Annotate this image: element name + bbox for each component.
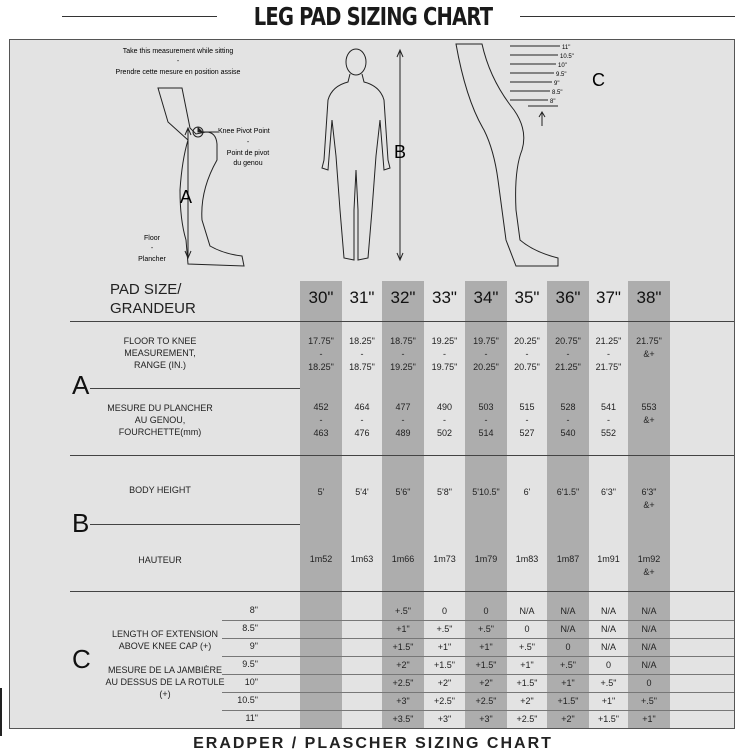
- letter-a-illustration: A: [180, 187, 193, 207]
- extension-value-38: +.5": [641, 696, 657, 706]
- body-height-m-33: 1m73: [433, 554, 456, 564]
- extension-value-38: N/A: [641, 624, 657, 634]
- pad-size-label: [110, 280, 240, 318]
- extension-value-38: N/A: [641, 642, 657, 652]
- extension-value-34: 0: [483, 606, 489, 616]
- floor-to-knee-in-38: 21.75" &+: [636, 336, 662, 359]
- title-row: [0, 0, 746, 36]
- standing-body-figure: [322, 49, 403, 260]
- extension-value-33: +3": [437, 714, 452, 724]
- body-height-m-32: 1m66: [391, 554, 415, 564]
- floor-label-en: Floor: [144, 235, 160, 242]
- pivot-label-en: Knee Pivot Point: [218, 128, 270, 135]
- floor-to-knee-in-30: 17.75" - 18.25": [308, 336, 334, 372]
- extension-value-32: +1": [396, 624, 410, 634]
- extension-value-32: +3": [396, 696, 410, 706]
- sit-note-dash: -: [176, 58, 180, 65]
- floor-to-knee-mm-35: 515 - 527: [519, 402, 535, 438]
- extension-value-37: N/A: [600, 624, 616, 634]
- floor-to-knee-mm-38: 553 &+: [641, 402, 657, 425]
- extension-row-divider: [222, 674, 735, 675]
- body-height-ft-30: 5': [317, 487, 325, 497]
- section-c-label-en: LENGTH OF EXTENSION ABOVE KNEE CAP (+): [111, 629, 218, 651]
- sit-note-fr: Prendre cette mesure en position assise: [115, 69, 241, 76]
- pivot-label-fr-2: du genou: [233, 160, 263, 167]
- floor-dash: -: [150, 245, 154, 252]
- extension-value-33: 0: [441, 606, 447, 616]
- letter-c-illustration: C: [592, 70, 605, 90]
- ext-mark-10-5: 10.5": [560, 54, 574, 60]
- extension-row-divider: [222, 692, 735, 693]
- section-a-divider: [70, 455, 735, 456]
- body-height-ft-34: 5'10.5": [472, 487, 500, 497]
- seated-leg-figure: [158, 88, 244, 266]
- body-height-ft-31: 5'4': [355, 487, 369, 497]
- section-a-pointer: [90, 388, 300, 389]
- floor-to-knee-mm-31: 464 - 476: [354, 402, 370, 438]
- body-height-ft-32: 5'6": [395, 487, 411, 497]
- extension-value-34: +1.5": [475, 660, 497, 670]
- floor-to-knee-in-31: 18.25" - 18.75": [349, 336, 375, 372]
- extension-value-34: +2": [479, 678, 493, 688]
- size-header-37: 37": [596, 288, 621, 307]
- section-b-divider: [70, 591, 735, 592]
- pivot-label-fr-1: Point de pivot: [226, 150, 270, 157]
- section-a-letter: A: [72, 370, 90, 400]
- ext-mark-8-5: 8.5": [552, 90, 563, 96]
- extension-value-36: N/A: [560, 624, 576, 634]
- extension-value-36: 0: [565, 642, 571, 652]
- floor-to-knee-in-37: 21.25" - 21.75": [595, 336, 622, 372]
- body-height-ft-38: 6'3" &+: [641, 487, 657, 510]
- extension-value-38: +1": [642, 714, 656, 724]
- extension-value-34: +3": [479, 714, 493, 724]
- extension-value-35: +.5": [519, 642, 535, 652]
- extension-label: 9": [249, 641, 258, 651]
- floor-to-knee-in-32: 18.75" - 19.25": [390, 336, 416, 372]
- title-rule-right: [520, 16, 735, 17]
- extension-value-37: +1.5": [598, 714, 619, 724]
- header-divider: [70, 321, 735, 322]
- extension-row-divider: [222, 710, 735, 711]
- extension-value-35: +2": [520, 696, 534, 706]
- extension-value-35: +1.5": [516, 678, 538, 688]
- page-edge-bar: [0, 688, 2, 736]
- extension-value-37: N/A: [600, 642, 616, 652]
- extension-value-32: +1.5": [392, 642, 414, 652]
- ext-mark-10: 10": [558, 63, 567, 69]
- extension-value-38: 0: [646, 678, 652, 688]
- floor-to-knee-in-35: 20.25" - 20.75": [514, 336, 540, 372]
- extension-value-35: +2.5": [516, 714, 538, 724]
- extension-label: 10.5": [237, 695, 258, 705]
- extension-value-36: +2": [561, 714, 575, 724]
- extension-row-divider: [222, 620, 735, 621]
- body-height-ft-36: 6'1.5": [556, 487, 580, 497]
- extension-value-35: N/A: [519, 606, 535, 616]
- pivot-dash: -: [246, 139, 250, 146]
- ext-mark-11: 11": [562, 45, 571, 51]
- section-b-pointer: [90, 524, 300, 525]
- extension-value-32: +2": [396, 660, 410, 670]
- floor-to-knee-mm-34: 503 - 514: [478, 402, 494, 438]
- extension-value-37: 0: [605, 660, 611, 670]
- extension-value-37: +1": [601, 696, 616, 706]
- extension-value-36: +1.5": [557, 696, 579, 706]
- section-c-label-fr: MESURE DE LA JAMBIÈRE AU DESSUS DE LA ROTULE (+): [105, 665, 225, 699]
- section-b-letter: B: [72, 508, 90, 538]
- pad-size-label-fr: GRANDEUR: [110, 300, 196, 317]
- size-header-34: 34": [473, 288, 499, 307]
- extension-row-divider: [222, 656, 735, 657]
- measurement-illustrations: [10, 40, 735, 270]
- extension-value-34: +.5": [478, 624, 494, 634]
- extension-value-32: +3.5": [392, 714, 414, 724]
- extension-value-33: +.5": [436, 624, 453, 634]
- extension-value-36: N/A: [560, 606, 576, 616]
- extension-value-36: +1": [561, 678, 575, 688]
- extension-value-38: N/A: [641, 660, 657, 670]
- ext-mark-9-5: 9.5": [556, 72, 567, 78]
- body-height-ft-37: 6'3": [601, 487, 616, 497]
- body-height-m-37: 1m91: [597, 554, 620, 564]
- body-height-ft-35: 6': [523, 487, 531, 497]
- extension-label: 8": [249, 605, 258, 615]
- pad-size-label-en: PAD SIZE/: [110, 281, 182, 298]
- extension-value-33: +2.5": [434, 696, 455, 706]
- extension-value-33: +2": [437, 678, 452, 688]
- size-header-38: 38": [636, 288, 662, 307]
- extension-value-33: +1": [437, 642, 452, 652]
- footer-partial-title: ERADPER / PLASCHER SIZING CHART: [193, 735, 553, 752]
- section-b-label-en: BODY HEIGHT: [129, 485, 191, 495]
- extension-value-37: +.5": [600, 678, 617, 688]
- extension-row-divider: [222, 638, 735, 639]
- extension-label: 8.5": [242, 623, 258, 633]
- letter-b-illustration: B: [394, 142, 407, 162]
- extension-label: 11": [245, 713, 258, 723]
- section-a-label-en: FLOOR TO KNEE MEASUREMENT, RANGE (IN.): [123, 336, 197, 370]
- sizing-chart-panel: [9, 39, 735, 729]
- body-height-m-31: 1m63: [350, 554, 374, 564]
- floor-to-knee-mm-32: 477 - 489: [395, 402, 411, 438]
- size-header-30: 30": [308, 288, 334, 307]
- extension-value-33: +1.5": [434, 660, 455, 670]
- size-header-33: 33": [432, 288, 457, 307]
- body-height-m-38: 1m92 &+: [637, 554, 661, 577]
- body-height-m-34: 1m79: [474, 554, 498, 564]
- extension-value-37: N/A: [600, 606, 616, 616]
- floor-to-knee-in-33: 19.25" - 19.75": [431, 336, 458, 372]
- floor-to-knee-mm-33: 490 - 502: [436, 402, 453, 438]
- floor-to-knee-mm-36: 528 - 540: [560, 402, 576, 438]
- sit-note-en: Take this measurement while sitting: [122, 48, 234, 55]
- extension-label: 10": [244, 677, 258, 687]
- size-header-35: 35": [514, 288, 540, 307]
- size-header-32: 32": [390, 288, 416, 307]
- ext-mark-9: 9": [554, 81, 560, 87]
- body-height-m-30: 1m52: [309, 554, 333, 564]
- ext-mark-8: 8": [550, 99, 556, 105]
- extension-value-38: N/A: [641, 606, 657, 616]
- floor-to-knee-in-34: 19.75" - 20.25": [473, 336, 499, 372]
- extension-value-35: 0: [524, 624, 530, 634]
- floor-to-knee-in-36: 20.75" - 21.25": [555, 336, 581, 372]
- extension-value-35: +1": [520, 660, 534, 670]
- extension-value-34: +1": [479, 642, 493, 652]
- size-header-36: 36": [555, 288, 581, 307]
- body-height-m-36: 1m87: [556, 554, 580, 564]
- floor-to-knee-mm-30: 452 - 463: [313, 402, 329, 438]
- extension-label: 9.5": [242, 659, 258, 669]
- section-b-label-fr: HAUTEUR: [138, 555, 182, 565]
- extension-value-32: +.5": [395, 606, 411, 616]
- section-a-label-fr: MESURE DU PLANCHER AU GENOU, FOURCHETTE(mm): [107, 403, 213, 437]
- size-header-31: 31": [349, 288, 375, 307]
- body-height-m-35: 1m83: [515, 554, 539, 564]
- extension-value-32: +2.5": [392, 678, 414, 688]
- extension-value-34: +2.5": [475, 696, 497, 706]
- floor-to-knee-mm-37: 541 - 552: [600, 402, 617, 438]
- body-height-ft-33: 5'8": [437, 487, 452, 497]
- page-title: LEG PAD SIZING CHART: [253, 2, 493, 31]
- section-c-letter: C: [72, 644, 91, 674]
- floor-label-fr: Plancher: [138, 256, 166, 263]
- extension-value-36: +.5": [560, 660, 576, 670]
